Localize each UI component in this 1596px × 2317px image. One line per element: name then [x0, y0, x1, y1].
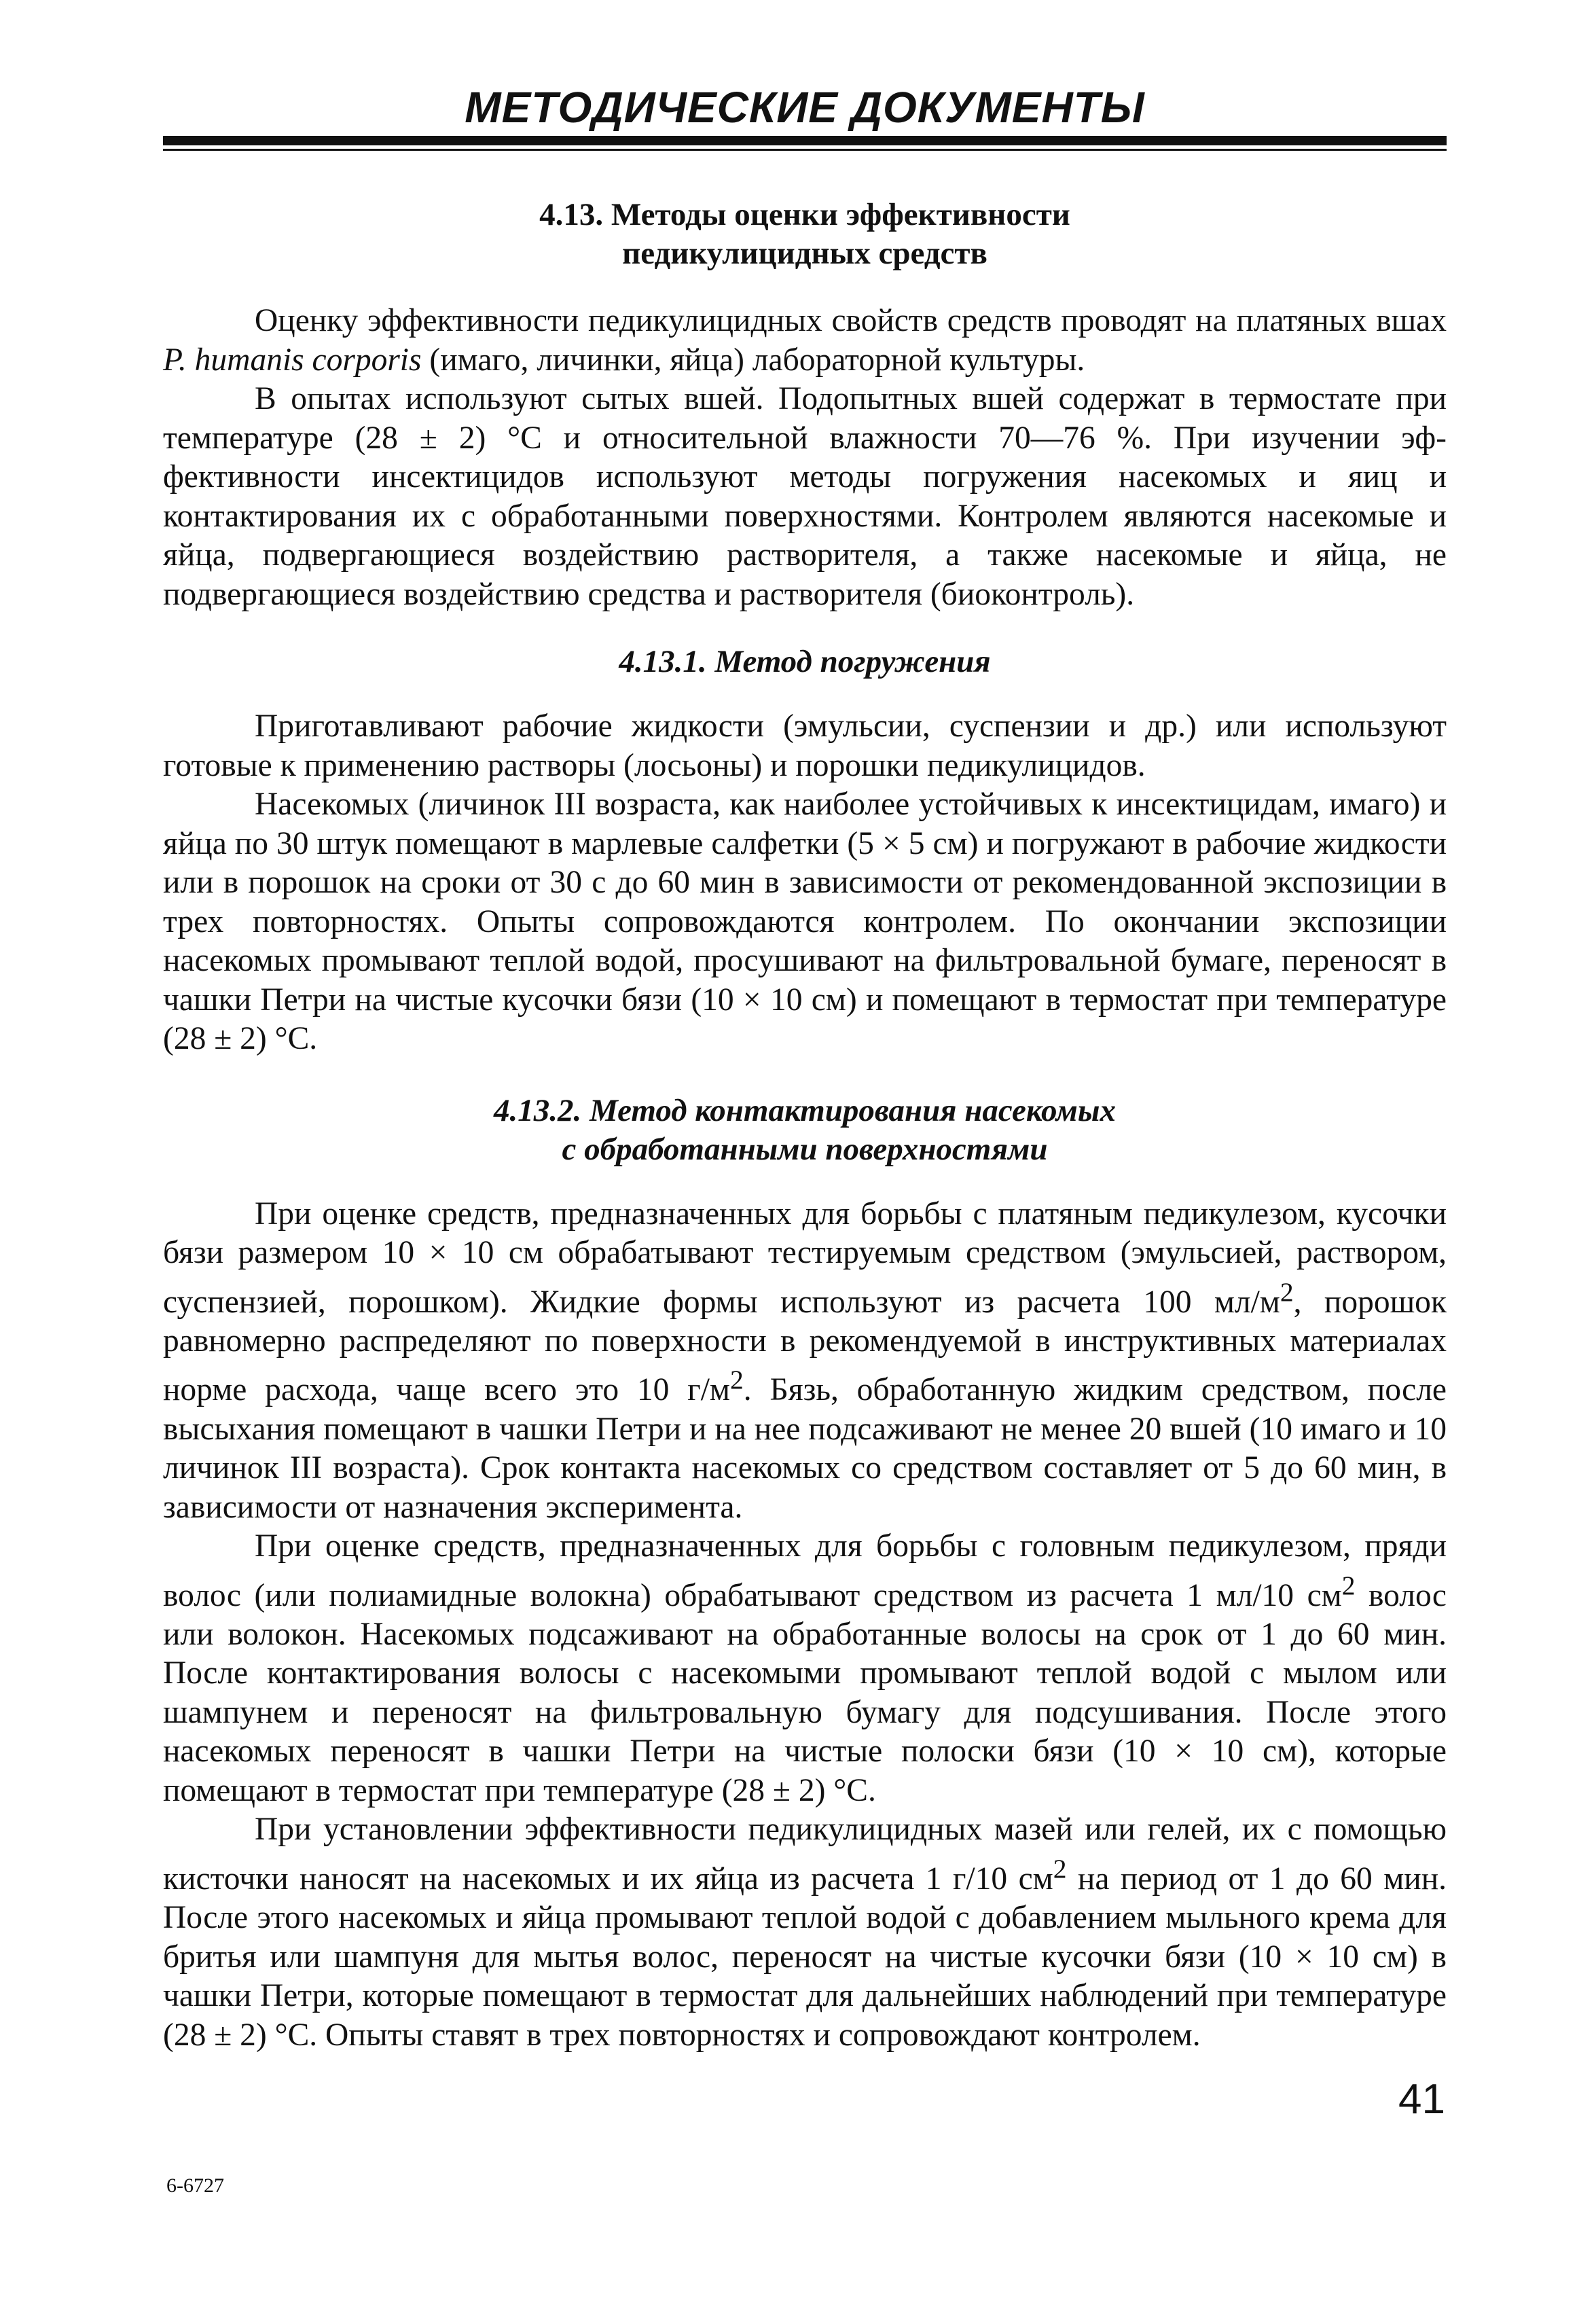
paragraph — [163, 1810, 1447, 2055]
paragraph-text: При оценке средств, предназначенных для борьбы с головным педикулезом, пряди волос (или полиамидные волокна) обрабатывают средством из расчета 1 мл/10 см — [163, 1528, 1447, 1613]
paragraph: Насекомых (личинок III возраста, как наиболее устойчивых к инсектицидам, имаго) и яйца по 30 штук помещают в марлевые салфетки (5 × 5 см) и погружают в рабочие жидкости или в порошок на сроки от 30 с до 60 мин в зависимости от рекомендованной экспозиции в трех повторностях. Опыты сопровождаются контролем. По окончании экспозиции насекомых промывают теплой водой, просушивают на фильтровальной бумаге, переносят в чашки Петри на чистые кусочки бязи (10 × 10 см) и помещают в термостат при температуре (28 ± 2) °С. — [163, 787, 1447, 1056]
page-number: 41 — [1398, 2076, 1445, 2123]
paragraph — [163, 302, 1447, 380]
superscript: 2 — [1053, 1853, 1067, 1884]
paragraph-text: При установлении эффективности педикулицидных мазей или гелей, их с помощью кисточки наносят на насекомых и их яйца из расчета 1 г/10 см — [163, 1812, 1447, 1897]
subsection-heading-line1: 4.13.2. Метод контактирования насекомых — [494, 1092, 1116, 1128]
header-rule-thin — [163, 149, 1447, 151]
paragraph-text: (имаго, личинки, яйца) лабораторной культуры. — [421, 342, 1085, 378]
paragraph-text: . Бязь, обработанную жидким средством, после высыхания помещают в чашки Петри и на нее подсаживают не менее 20 вшей (10 имаго и 10 личинок III возраста). Срок контакта насекомых со средством составляет от 5 до 60 мин, в зависимости от назначения эксперимента. — [163, 1372, 1447, 1525]
section-heading-line1: 4.13. Методы оценки эффективности — [539, 197, 1070, 232]
paragraph — [163, 1527, 1447, 1810]
paragraph-text: При оценке средств, предназначенных для борьбы с платяным педикулезом, кусочки бязи размером 10 × 10 см обрабатывают тестируемым средством (эмульсией, раствором, суспензией, порошком). Жидкие формы используют из расчета 100 мл/м — [163, 1196, 1447, 1320]
section-heading-line2: педикулицидных средств — [622, 236, 987, 271]
header-rule-thick — [163, 136, 1447, 145]
paragraph-text: Оценку эффективности педикулицидных свойств средств проводят на платяных вшах — [255, 303, 1447, 338]
paragraph — [163, 1195, 1447, 1528]
document-body — [163, 196, 1447, 2055]
running-header: МЕТОДИЧЕСКИЕ ДОКУМЕНТЫ — [465, 83, 1145, 132]
paragraph-text: , порошок равномерно распределяют по поверхности в рекомендуемой в инструктивных материалах норме расхода, чаще всего это 10 г/м — [163, 1284, 1447, 1408]
print-code: 6-6727 — [166, 2174, 224, 2197]
subsection-heading-line2: с обработанными поверхностями — [562, 1131, 1048, 1167]
superscript: 2 — [1341, 1570, 1356, 1600]
paragraph-text: волос или волокон. Насекомых подсаживают на обработанные волосы на срок от 1 до 60 мин. После контактирования волосы с насекомыми промывают теплой водой с мылом или шампунем и переносят на фильтровальную бумагу для подсушивания. После этого насекомых переносят в чашки Петри на чистые полоски бязи (10 × 10 см), которые помещают в термостат при температуре (28 ± 2) °С. — [163, 1577, 1447, 1808]
subsection-heading-contact — [163, 1092, 1447, 1169]
paragraph: В опытах используют сытых вшей. Подопытных вшей содержат в термостате при температуре (28 ± 2) °С и относительной влажности 70—76 %. При изучении эффективности инсектицидов используют методы погружения насекомых и яиц и контактирования их с обработанными поверхностями. Контролем являются насекомые и яйца, подвергающиеся воздействию растворителя, а также насекомые и яйца, не подвергающиеся воздействию средства и растворителя (биоконтроль). — [163, 381, 1447, 612]
paragraph: Приготавливают рабочие жидкости (эмульсии, суспензии и др.) или используют готовые к применению растворы (лосьоны) и порошки педикулицидов. — [163, 708, 1447, 783]
species-name: P. humanis corporis — [163, 342, 422, 378]
subsection-heading-immersion: 4.13.1. Метод погружения — [619, 644, 991, 679]
paragraph-text: на период от 1 до 60 мин. После этого насекомых и яйца промывают теплой водой с добавлением мыльного крема для бритья или шампуня для мытья волос, переносят на чистые кусочки бязи (10 × 10 см) в чашки Петри, которые помещают в термостат для дальнейших наблюдений при температуре (28 ± 2) °С. Опыты ставят в трех повторностях и сопровождают контролем. — [163, 1861, 1447, 2053]
section-heading — [163, 196, 1447, 273]
superscript: 2 — [729, 1365, 744, 1395]
superscript: 2 — [1280, 1276, 1294, 1307]
